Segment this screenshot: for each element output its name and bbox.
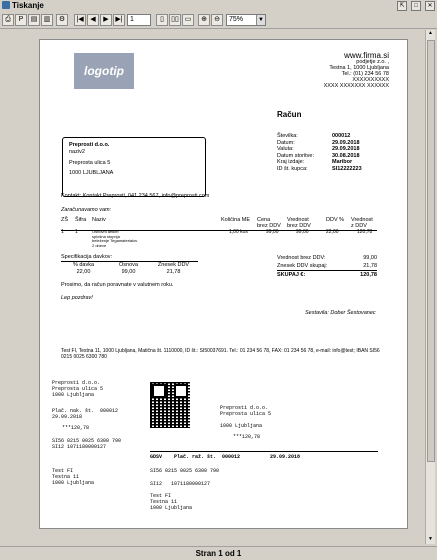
slip-right-amount: ***120,78 (233, 434, 261, 440)
col-gross: Vrednost z DDV (351, 217, 373, 229)
totals (277, 254, 377, 279)
total-sum (277, 270, 377, 279)
total-vat (277, 262, 377, 270)
slip-left-ref: Plač. nak. št. 000012 29.09.2018 (52, 408, 119, 420)
company-footer: Test FI, Testna 11, 1000 Ljubljana, Matična št. 1110000, ID št.: SI50037691. Tel.: 01 234 56 78, FAX: 01 234 56 78, e-mail: info@test; IBAN SI56 0215 0025 6300 780 (61, 348, 380, 360)
meta-row (277, 166, 362, 173)
cell-no: 1 (61, 229, 64, 235)
document-title: Račun (277, 110, 302, 119)
spec-v2: 99,00 (121, 269, 136, 275)
company-info (324, 53, 389, 89)
meta-value: 29.09.2018 (332, 139, 360, 146)
last-page-icon[interactable]: ▶| (113, 14, 125, 26)
customer-city: 1000 LJUBLJANA (69, 169, 114, 176)
zoom-value: 75% (229, 16, 244, 23)
total-base-value: 99,00 (363, 255, 377, 261)
scroll-thumb[interactable] (427, 40, 435, 462)
zoom-in-icon[interactable]: ⊕ (198, 14, 210, 26)
maximize-icon[interactable]: □ (411, 1, 421, 11)
print-icon[interactable]: ⎙ (2, 14, 14, 26)
cell-gross: 120,78 (357, 229, 373, 235)
customer-ref: naziv2 (69, 148, 85, 155)
spec-row (61, 269, 198, 276)
close-icon[interactable]: ✕ (425, 1, 435, 11)
invoice-page (39, 39, 408, 529)
cell-price: 99,00 (266, 229, 279, 235)
meta-value: 30.08.2018 (332, 152, 360, 159)
zoom-out-icon[interactable]: ⊖ (211, 14, 223, 26)
pdf-icon[interactable]: P (15, 14, 27, 26)
fit-width-icon[interactable]: ▭ (182, 14, 194, 26)
col-name: Naziv (92, 217, 106, 223)
meta-value: 29.09.2018 (332, 146, 360, 152)
company-address: Testna 1, 1000 Ljubljana (329, 65, 389, 71)
spec-v1: 22,00 (76, 269, 91, 275)
slip-right-recipient: Test FI Testna 11 1000 Ljubljana (150, 493, 193, 511)
spec-header (61, 262, 198, 269)
col-vat: DDV % (326, 217, 345, 223)
first-page-icon[interactable]: |◀ (74, 14, 86, 26)
company-name: podjetje z.o. , (356, 59, 389, 65)
slip-divider (150, 451, 378, 452)
cell-vat: 22,00 (326, 229, 339, 235)
spec-h2: Osnova (119, 262, 138, 268)
col-price: Cena brez DDV (257, 217, 281, 229)
spec-h3: Znesek DDV (157, 262, 190, 268)
restore-icon[interactable]: ⇱ (397, 1, 407, 11)
total-base (277, 254, 377, 262)
chevron-down-icon[interactable]: ▼ (256, 15, 265, 25)
company-phone: Tel.: (01) 234 56 78 (341, 71, 389, 77)
meta-value: 000012 (332, 133, 351, 139)
two-page-icon[interactable]: ▯▯ (169, 14, 181, 26)
slip-right-iban: SI56 0215 0025 6300 790 (150, 468, 220, 474)
meta-key: Valuta: (277, 146, 294, 152)
meta-key: Datum: (277, 139, 295, 146)
regards: Lep pozdrav! (61, 295, 93, 301)
invoice-meta (277, 133, 362, 172)
total-sum-label: SKUPAJ €: (277, 272, 306, 278)
total-sum-value: 120,78 (360, 272, 377, 278)
signer: Sestavila: Dober Šestovanec (305, 310, 376, 316)
page-number-input[interactable]: 1 (127, 14, 151, 26)
slip-right-ref: SI12 1071180000127 (150, 481, 211, 487)
window-titlebar (0, 0, 437, 11)
settings-icon[interactable]: ⚙ (56, 14, 68, 26)
slip-left-payer: Preprosti d.o.o. Preprosta ulica 5 1000 Ljubljana (52, 380, 104, 398)
payment-note: Prosimo, da račun poravnate v valutnem roku. (61, 282, 174, 288)
scroll-down-icon[interactable]: ▼ (428, 536, 433, 542)
slip-left-recipient: Test FI Testna 11 1000 Ljubljana (52, 468, 95, 486)
cell-name: Osnovni artikel splošna stopnja beleženje Tegamaterialov 2 dneve (92, 229, 138, 248)
scroll-up-icon[interactable]: ▲ (428, 30, 433, 36)
slip-right-gdsv: GDSV Plač. raž. št. 000012 29.09.2018 (150, 454, 301, 460)
app-icon (2, 1, 10, 9)
slip-left-amount: ***120,78 (62, 425, 90, 431)
meta-value: Maribor (332, 159, 353, 165)
meta-key: Kraj izdaje: (277, 159, 305, 165)
customer-box (62, 137, 206, 197)
vertical-scrollbar[interactable] (425, 30, 435, 544)
meta-key: ID št. kupca: (277, 165, 308, 172)
zoom-select[interactable] (226, 14, 266, 26)
cell-code: 1 (75, 229, 78, 235)
prev-page-icon[interactable]: ◀ (87, 14, 99, 26)
status-bar: Stran 1 od 1 (0, 546, 437, 560)
total-vat-value: 21,78 (363, 263, 377, 269)
company-reg1: XXXXXXXXXX (352, 77, 389, 83)
company-web: www.firma.si (344, 51, 389, 60)
single-page-icon[interactable]: ▯ (156, 14, 168, 26)
export-icon[interactable]: ▤ (28, 14, 40, 26)
meta-key: Datum storitve: (277, 152, 314, 159)
company-reg2: XXXX XXXXXXX XXXXXX (323, 83, 389, 89)
col-value: Vrednost brez DDV (287, 217, 311, 229)
greeting: Zaračunavamo vam: (61, 207, 112, 213)
col-qty: Količina ME (221, 217, 251, 223)
total-base-label: Vrednost brez DDV: (277, 255, 326, 261)
customer-street: Preprosta ulica 5 (69, 160, 111, 166)
cell-value: 99,00 (296, 229, 309, 235)
meta-value: SI12222223 (332, 165, 362, 172)
spec-title: Specifikacija davkov: (61, 254, 198, 262)
tax-specification (61, 254, 198, 276)
meta-key: Številka: (277, 133, 298, 139)
contact-line: Kontakt: Kontakt Preprosti, 041 234 567, info@preprosti.com (61, 193, 210, 199)
window-controls (395, 1, 435, 11)
next-page-icon[interactable]: ▶ (100, 14, 112, 26)
spec-v3: 21,78 (166, 269, 181, 275)
customer-name: Preprosti d.o.o. (69, 142, 110, 148)
total-vat-label: Znesek DDV skupaj: (277, 263, 328, 269)
window-title: Tiskanje (12, 1, 44, 10)
print-toolbar (0, 11, 437, 29)
spec-h1: % davka (72, 262, 95, 268)
logo: logotip (74, 53, 134, 89)
slip-left-iban: SI56 0215 0025 6300 790 SI12 1071180000127 (52, 438, 122, 450)
save-icon[interactable]: ▥ (41, 14, 53, 26)
col-code: Šifra (75, 217, 87, 223)
slip-right-payer: Preprosti d.o.o. Preprosta ulica 5 1000 Ljubljana (220, 405, 272, 429)
qr-code (150, 382, 190, 428)
cell-qty: 1,00 kos (229, 229, 248, 235)
col-no: ZŠ (61, 217, 69, 223)
